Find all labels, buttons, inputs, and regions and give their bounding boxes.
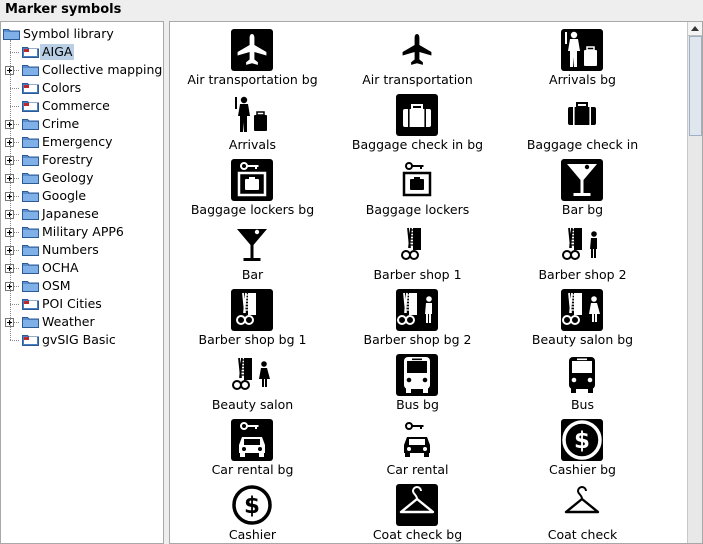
symbol-cell[interactable] — [170, 349, 335, 414]
tree-item-label: Collective mapping — [42, 62, 163, 77]
symbol-label: Car rental bg — [211, 462, 294, 477]
symbol-label: Bus — [570, 397, 594, 412]
tree-item-label: Forestry — [42, 152, 93, 167]
tree-item-label: gvSIG Basic — [42, 332, 116, 347]
folder-icon — [22, 118, 39, 130]
folder-icon — [22, 316, 39, 328]
barber-shop-man-bg-icon — [395, 288, 439, 332]
car-rental-bg-icon — [230, 418, 274, 462]
symbol-label: Barber shop 1 — [373, 267, 462, 282]
symbol-label: Air transportation — [362, 72, 473, 87]
scroll-thumb[interactable] — [689, 36, 702, 136]
tree-item-label: Weather — [42, 314, 95, 329]
barber-shop-icon — [395, 223, 439, 267]
symbol-label: Barber shop bg 1 — [198, 332, 307, 347]
baggage-lockers-icon — [395, 158, 439, 202]
symbol-label: Barber shop 2 — [538, 267, 627, 282]
vertical-scrollbar[interactable] — [687, 22, 702, 543]
tree-item-label: Military APP6 — [42, 224, 124, 239]
bar-icon — [230, 223, 274, 267]
tree-item[interactable] — [1, 97, 163, 115]
symbol-label: Bus bg — [396, 397, 439, 412]
cashier-bg-icon — [560, 418, 604, 462]
baggage-check-in-bg-icon — [395, 93, 439, 137]
symbol-cell[interactable] — [500, 349, 665, 414]
tree-item[interactable] — [1, 277, 163, 295]
airplane-bg-icon — [230, 28, 274, 72]
folder-icon — [22, 190, 39, 202]
tree-item-label: Colors — [42, 80, 82, 95]
tree-connector — [10, 52, 19, 53]
symbol-label: Air transportation bg — [187, 72, 318, 87]
symbol-cell[interactable] — [335, 284, 500, 349]
symbol-cell[interactable] — [500, 24, 665, 89]
baggage-lockers-bg-icon — [230, 158, 274, 202]
tree-item[interactable] — [1, 115, 163, 133]
tree-item[interactable] — [1, 43, 163, 61]
symbol-cell[interactable] — [500, 284, 665, 349]
symbol-label: Baggage check in bg — [351, 137, 484, 152]
symbol-file-icon — [22, 82, 39, 94]
tree-item[interactable] — [1, 133, 163, 151]
tree-connector — [10, 88, 19, 89]
tree-item-label: OSM — [42, 278, 71, 293]
arrivals-icon — [230, 93, 274, 137]
car-rental-icon — [395, 418, 439, 462]
tree-item[interactable] — [1, 331, 163, 349]
symbol-cell[interactable] — [335, 479, 500, 544]
folder-icon — [22, 154, 39, 166]
tree-connector — [10, 106, 19, 107]
tree-item[interactable] — [1, 259, 163, 277]
bus-icon — [560, 353, 604, 397]
beauty-salon-bg-icon — [560, 288, 604, 332]
bar-bg-icon — [560, 158, 604, 202]
tree-item-label: AIGA — [42, 44, 73, 59]
symbol-cell[interactable] — [335, 24, 500, 89]
tree-item[interactable] — [1, 313, 163, 331]
symbol-label: Coat check — [547, 527, 618, 542]
tree-item-label: POI Cities — [42, 296, 102, 311]
tree-item[interactable] — [1, 241, 163, 259]
folder-icon — [22, 172, 39, 184]
tree-item[interactable] — [1, 223, 163, 241]
tree-item[interactable] — [1, 295, 163, 313]
symbol-file-icon — [22, 100, 39, 112]
symbol-label: Cashier — [228, 527, 277, 542]
tree-root-label: Symbol library — [23, 26, 114, 41]
symbol-cell[interactable] — [170, 89, 335, 154]
folder-icon — [22, 64, 39, 76]
symbol-file-icon — [22, 334, 39, 346]
symbol-cell[interactable] — [500, 414, 665, 479]
tree-item-label: Google — [42, 188, 87, 203]
coat-check-bg-icon — [395, 483, 439, 527]
symbol-label: Beauty salon bg — [531, 332, 634, 347]
panel-title: Marker symbols — [5, 2, 122, 17]
airplane-icon — [395, 28, 439, 72]
symbol-label: Baggage check in — [526, 137, 639, 152]
symbol-cell[interactable] — [500, 89, 665, 154]
symbol-label: Coat check bg — [372, 527, 463, 542]
tree-connector — [10, 340, 19, 341]
tree-item-label: OCHA — [42, 260, 79, 275]
bus-bg-icon — [395, 353, 439, 397]
symbol-label: Baggage lockers bg — [190, 202, 315, 217]
symbol-cell[interactable] — [335, 414, 500, 479]
symbol-cell[interactable] — [170, 24, 335, 89]
coat-check-icon — [560, 483, 604, 527]
symbol-cell[interactable] — [500, 154, 665, 219]
symbol-label: Bar — [241, 267, 264, 282]
symbol-cell[interactable] — [170, 479, 335, 544]
symbol-label: Beauty salon — [211, 397, 294, 412]
cashier-icon — [230, 483, 274, 527]
barber-shop-man-icon — [560, 223, 604, 267]
svg-text:$: $ — [573, 428, 591, 454]
arrivals-bg-icon — [560, 28, 604, 72]
symbol-cell[interactable] — [170, 154, 335, 219]
symbol-label: Bar bg — [561, 202, 604, 217]
symbol-cell[interactable] — [335, 349, 500, 414]
tree-item[interactable] — [1, 151, 163, 169]
symbol-cell[interactable] — [500, 219, 665, 284]
tree-item[interactable] — [1, 61, 163, 79]
symbol-label: Arrivals — [228, 137, 277, 152]
folder-icon — [22, 226, 39, 238]
tree-guide-line — [10, 40, 11, 340]
svg-text:$: $ — [243, 493, 261, 519]
tree-item[interactable] — [1, 187, 163, 205]
tree-connector — [10, 304, 19, 305]
tree-item-label: Numbers — [42, 242, 99, 257]
symbol-library-tree[interactable] — [0, 21, 164, 544]
symbol-label: Barber shop bg 2 — [363, 332, 472, 347]
tree-item-label: Geology — [42, 170, 94, 185]
folder-icon — [22, 136, 39, 148]
tree-item[interactable] — [1, 205, 163, 223]
symbol-cell[interactable] — [500, 479, 665, 544]
symbol-cell[interactable] — [170, 284, 335, 349]
symbol-label: Cashier bg — [549, 462, 616, 477]
folder-icon — [22, 208, 39, 220]
symbol-cell[interactable] — [335, 89, 500, 154]
symbol-file-icon — [22, 46, 39, 58]
tree-item[interactable] — [1, 169, 163, 187]
baggage-check-in-icon — [560, 93, 604, 137]
beauty-salon-icon — [230, 353, 274, 397]
tree-root[interactable] — [1, 25, 163, 43]
symbol-label: Arrivals bg — [549, 72, 616, 87]
scroll-up-arrow-icon[interactable] — [688, 22, 702, 36]
tree-item-label: Commerce — [42, 98, 110, 113]
symbol-cell[interactable] — [170, 414, 335, 479]
symbol-cell[interactable] — [335, 219, 500, 284]
barber-shop-bg-icon — [230, 288, 274, 332]
symbol-file-icon — [22, 298, 39, 310]
tree-item[interactable] — [1, 79, 163, 97]
symbol-cell[interactable] — [335, 154, 500, 219]
folder-icon — [3, 28, 20, 40]
folder-icon — [22, 262, 39, 274]
tree-item-label: Japanese — [42, 206, 99, 221]
tree-item-label: Emergency — [42, 134, 113, 149]
symbol-cell[interactable] — [170, 219, 335, 284]
tree-item-label: Crime — [42, 116, 80, 131]
folder-icon — [22, 280, 39, 292]
folder-icon — [22, 244, 39, 256]
symbol-label: Car rental — [386, 462, 449, 477]
symbol-grid — [169, 21, 703, 544]
symbol-label: Baggage lockers — [365, 202, 470, 217]
